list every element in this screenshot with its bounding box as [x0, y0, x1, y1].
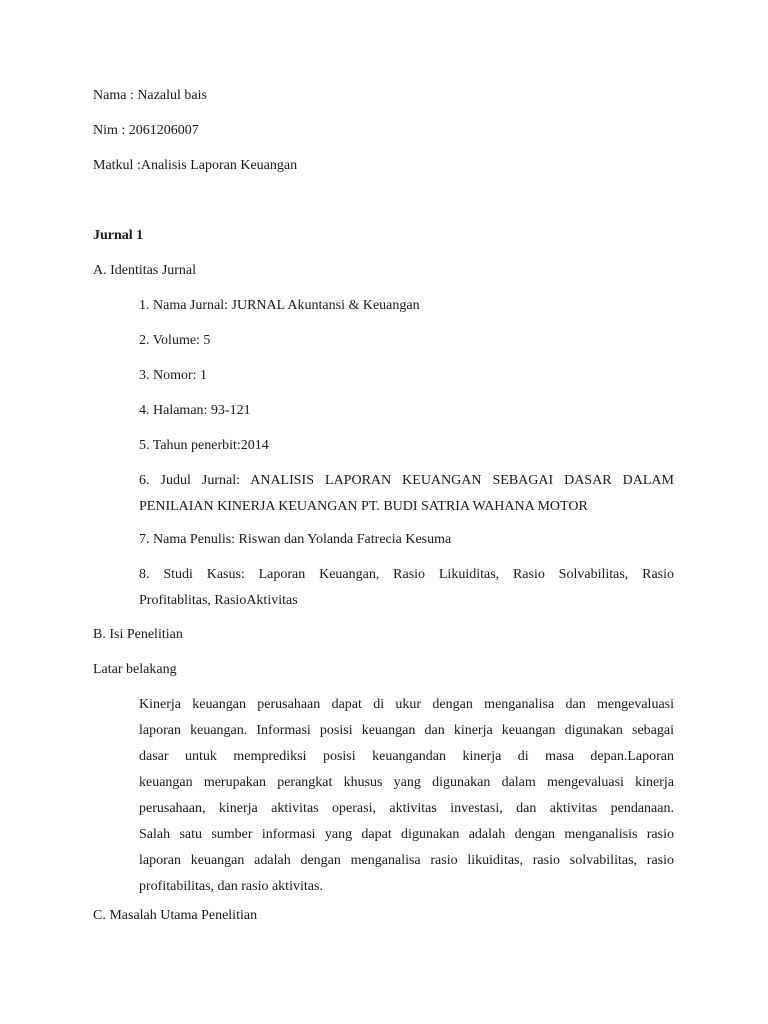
identity-item-judul [139, 468, 674, 520]
section-a-heading: A. Identitas Jurnal [93, 263, 197, 278]
identity-item: 4. Halaman: 93-121 [139, 403, 251, 418]
section-b-heading: B. Isi Penelitian [93, 627, 183, 642]
identity-item: 1. Nama Jurnal: JURNAL Akuntansi & Keuangan [139, 298, 420, 313]
jurnal-title: Jurnal 1 [93, 228, 144, 243]
identity-item-penulis: 7. Nama Penulis: Riswan dan Yolanda Fatrecia Kesuma [139, 532, 452, 547]
matkul-line: Matkul :Analisis Laporan Keuangan [93, 158, 298, 173]
nim-line: Nim : 2061206007 [93, 123, 199, 138]
paragraph-line: keuangan merupakan perangkat khusus yang digunakan dalam mengevaluasi kinerja [139, 775, 674, 790]
judul-line: 6. Judul Jurnal: ANALISIS LAPORAN KEUANGAN SEBAGAI DASAR DALAM [139, 473, 674, 488]
paragraph-line: laporan keuangan adalah dengan menganalisa rasio likuiditas, rasio solvabilitas, rasio [139, 853, 674, 868]
latar-belakang-paragraph [139, 692, 674, 900]
paragraph-line: Salah satu sumber informasi yang dapat digunakan adalah dengan menganalisis rasio [139, 827, 674, 842]
nama-line: Nama : Nazalul bais [93, 88, 207, 103]
judul-line: PENILAIAN KINERJA KEUANGAN PT. BUDI SATRIA WAHANA MOTOR [139, 499, 588, 514]
section-c-heading: C. Masalah Utama Penelitian [93, 908, 258, 923]
paragraph-line: profitabilitas, dan rasio aktivitas. [139, 879, 323, 894]
latar-belakang-heading: Latar belakang [93, 662, 177, 677]
studi-kasus-line: Profitablitas, RasioAktivitas [139, 593, 298, 608]
paragraph-line: perusahaan, kinerja aktivitas operasi, aktivitas investasi, dan aktivitas pendanaan. [139, 801, 674, 816]
studi-kasus-line: 8. Studi Kasus: Laporan Keuangan, Rasio Likuiditas, Rasio Solvabilitas, Rasio [139, 567, 674, 582]
identity-item: 3. Nomor: 1 [139, 368, 208, 383]
identity-item: 2. Volume: 5 [139, 333, 211, 348]
paragraph-line: Kinerja keuangan perusahaan dapat di ukur dengan menganalisa dan mengevaluasi [139, 697, 674, 712]
identity-item-studi-kasus [139, 562, 674, 614]
paragraph-line: dasar untuk memprediksi posisi keuangandan kinerja di masa depan.Laporan [139, 749, 674, 764]
paragraph-line: laporan keuangan. Informasi posisi keuangan dan kinerja keuangan digunakan sebagai [139, 723, 674, 738]
identity-item: 5. Tahun penerbit:2014 [139, 438, 269, 453]
